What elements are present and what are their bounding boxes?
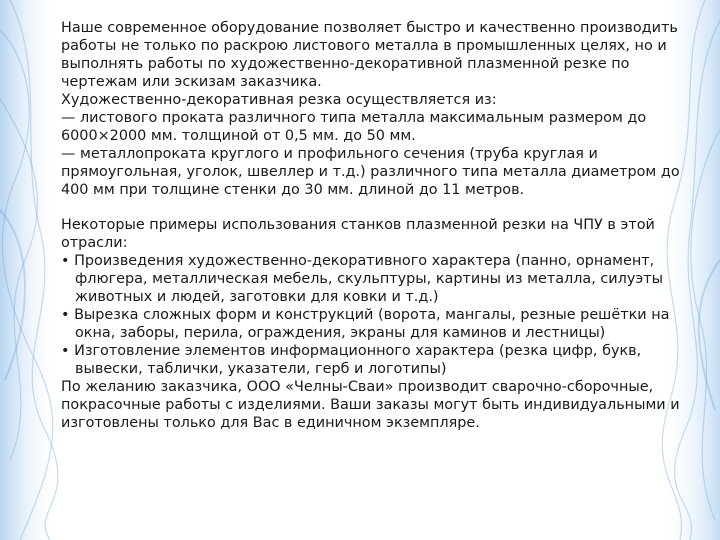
sheet-metal-item: — листового проката различного типа металла максимальным размером до 6000×2000 мм. толщиной от 0,5 мм. до 50 мм. [61, 110, 647, 144]
bullet-item-artistic: • Произведения художественно-декоративного характера (панно, орнамент, флюгера, металлическая мебель, скульптуры, картины из металла, силуэты животных и людей, заготовки для ковки и т.д.) [61, 253, 664, 305]
intro-paragraph: Наше современное оборудование позволяет быстро и качественно производить работы не только по раскрою листового металла в промышленных целях, но и выполнять работы по художественно-декоративной плазменной резке по чертежам или эскизам заказчика. [61, 20, 678, 90]
slide-text [61, 19, 697, 432]
art-cutting-heading: Художественно-декоративная резка осуществляется из: [61, 92, 497, 108]
profile-metal-item: — металлопроката круглого и профильного сечения (труба круглая и прямоугольная, уголок, швеллер и т.д.) различного типа металла диаметром до 400 мм при толщине стенки до 30 мм. длиной до 11 метров. [61, 146, 680, 198]
bullet-item-complex-shapes: • Вырезка сложных форм и конструкций (ворота, мангалы, резные решётки на окна, заборы, перила, ограждения, экраны для каминов и лестницы) [61, 307, 670, 341]
examples-heading: Некоторые примеры использования станков плазменной резки на ЧПУ в этой отрасли: [61, 217, 655, 251]
bullet-item-informational: • Изготовление элементов информационного характера (резка цифр, букв, вывески, таблички, указатели, герб и логотипы) [61, 343, 642, 377]
closing-paragraph: По желанию заказчика, ООО «Челны-Сваи» производит сварочно-сборочные, покрасочные работы с изделиями. Ваши заказы могут быть индивидуальными и изготовлены только для Вас в единичном экземпляре. [61, 379, 680, 431]
